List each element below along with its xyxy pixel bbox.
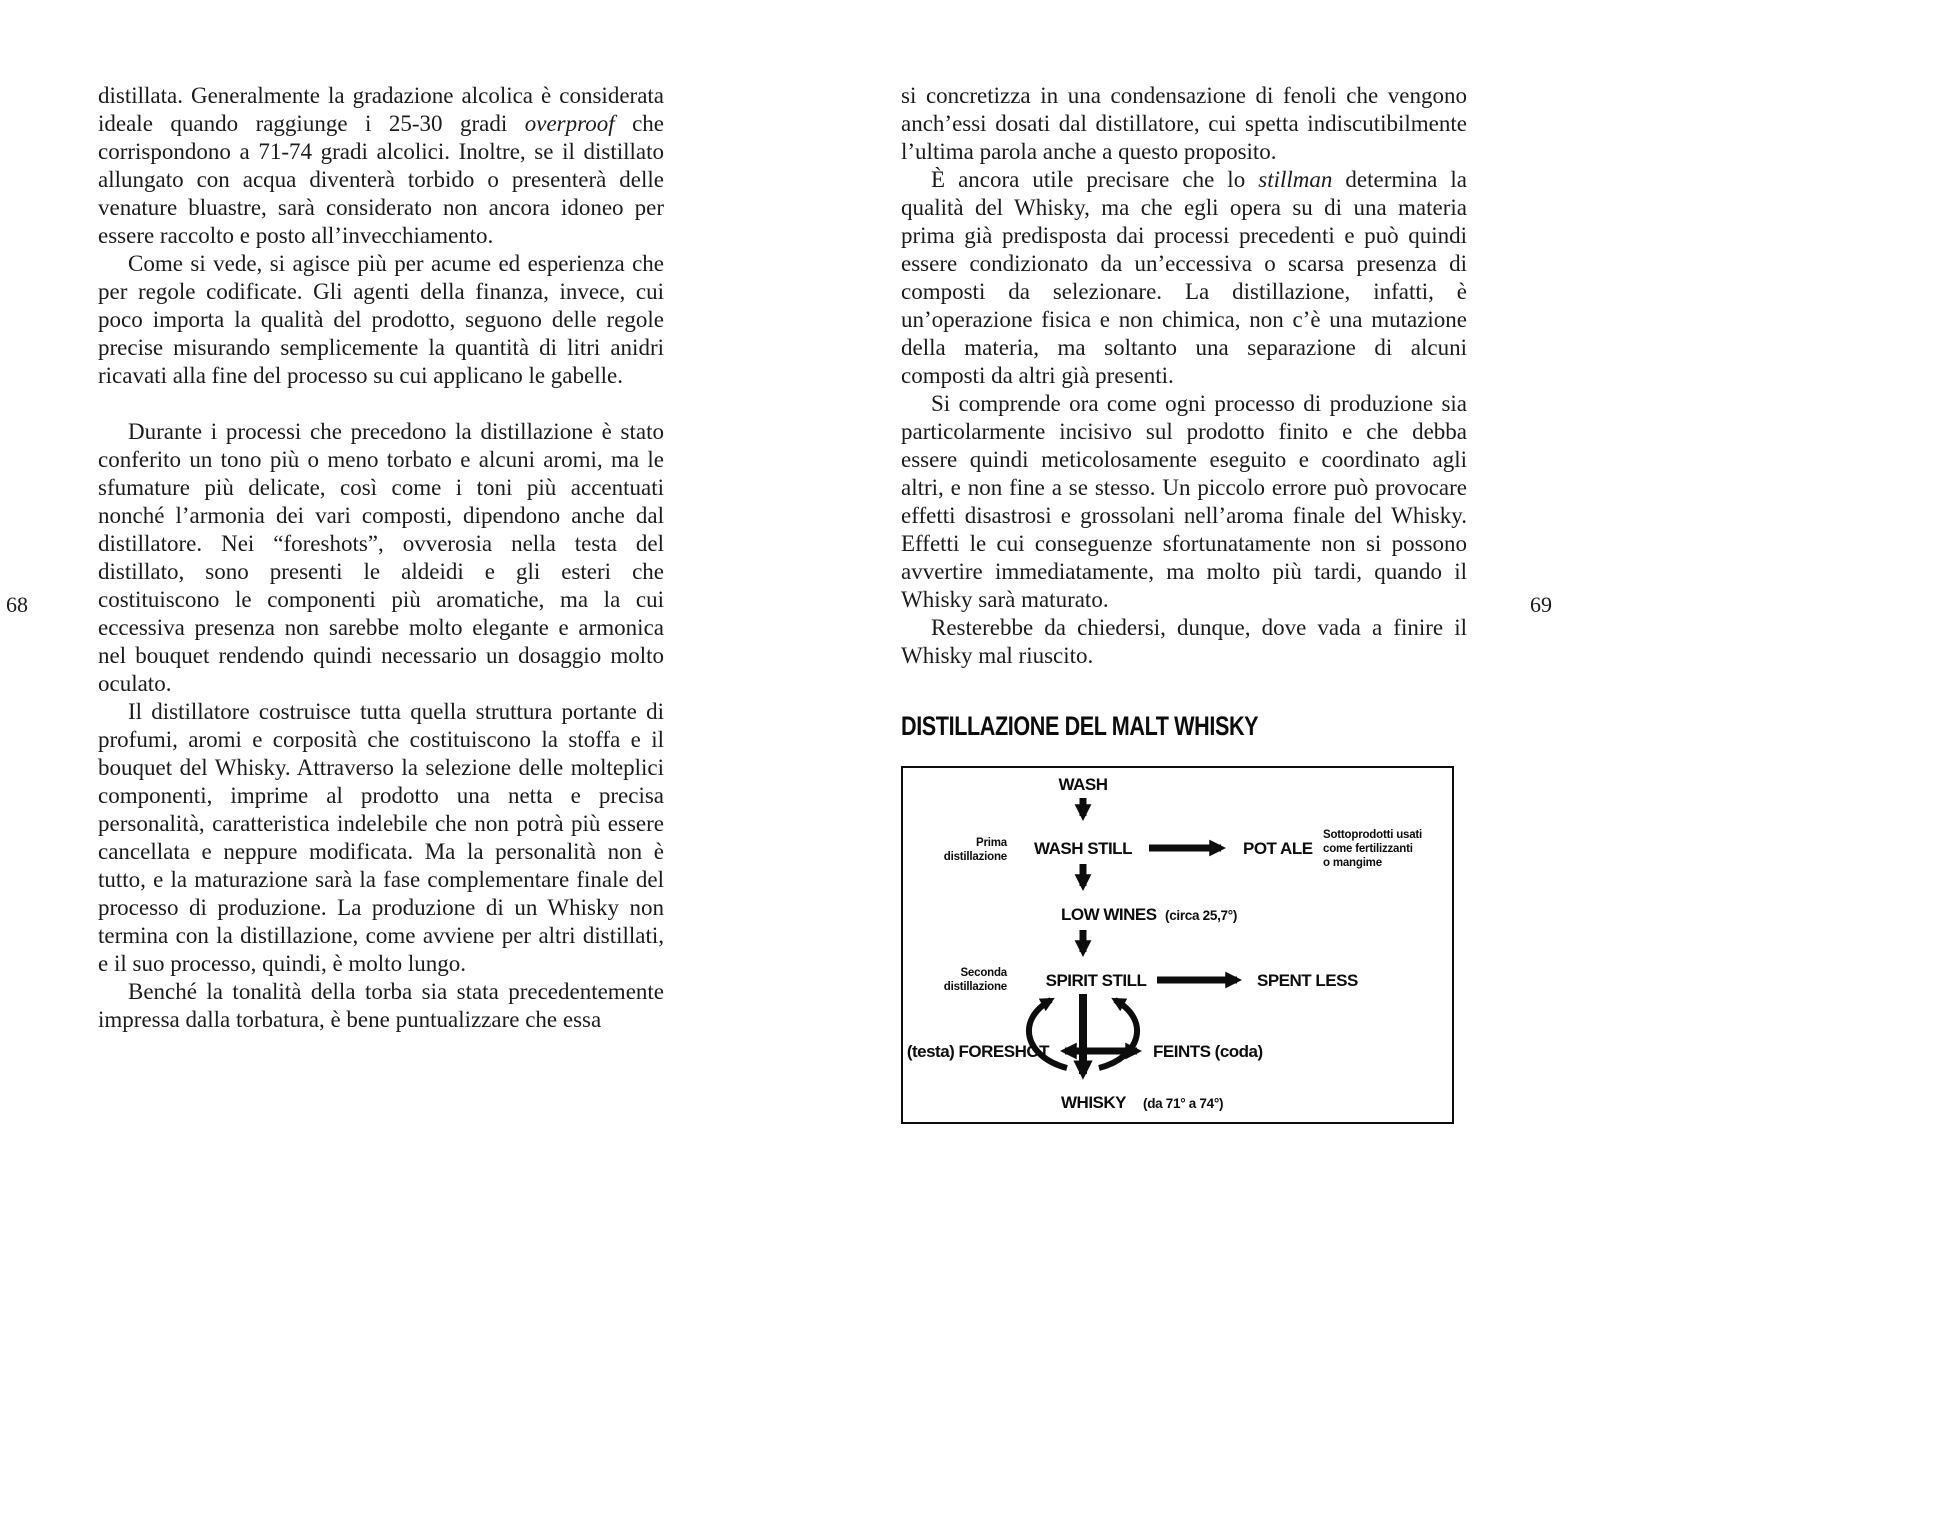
feints-label: FEINTS (coda) [1153, 1042, 1263, 1061]
low-wines-note: (circa 25,7°) [1165, 908, 1238, 923]
whisky-label: WHISKY [1061, 1093, 1126, 1112]
spent-less-label: SPENT LESS [1257, 971, 1358, 990]
paragraph [901, 166, 1467, 390]
pot-ale-label: POT ALE [1243, 839, 1313, 858]
paragraph [98, 418, 664, 698]
body-text: si concretizza in una condensazione di fenoli che vengono anch’essi dosati dal distillatore, cui spetta indiscutibilmente l’ultima parola anche a questo proposito. [901, 83, 1467, 164]
italic-text: overproof [524, 111, 615, 136]
paragraph [901, 82, 1467, 166]
distillation-diagram-box [901, 766, 1454, 1124]
page-left-text [98, 82, 664, 1034]
page-right-text [901, 82, 1467, 1124]
body-text: Si comprende ora come ogni processo di produzione sia particolarmente incisivo sul prodotto finito e che debba essere quindi meticolosamente eseguito e coordinato agli altri, e non fine a se stesso. Un piccolo errore può provocare effetti disastrosi e grossolani nell’aroma finale del Whisky. Effetti le cui conseguenze sfortunatamente non si possono avvertire immediatamente, ma molto più tardi, quando il Whisky sarà maturato. [901, 391, 1467, 612]
paragraph [901, 614, 1467, 670]
prima-distillazione-label-line2: distillazione [943, 851, 1007, 863]
page-right-paragraphs [901, 82, 1467, 670]
page-number-right: 69 [1530, 592, 1552, 617]
body-text: Resterebbe da chiedersi, dunque, dove vada a finire il Whisky mal riuscito. [901, 615, 1467, 668]
paragraph [98, 82, 664, 250]
prima-distillazione-label-line1: Prima [976, 837, 1007, 849]
sottoprodotti-note-line1: Sottoprodotti usati [1323, 829, 1423, 841]
low-wines-label: LOW WINES [1061, 905, 1157, 924]
wash-label: WASH [1058, 775, 1108, 794]
distillation-diagram [903, 768, 1452, 1122]
paragraph [901, 390, 1467, 614]
body-text: che corrispondono a 71-74 gradi alcolici. Inoltre, se il distillato allungato con acqua diventerà torbido o presenterà delle venature bluastre, sarà considerato non ancora idoneo per essere raccolto e posto all’invecchiamento. [98, 111, 665, 248]
paragraph [98, 978, 664, 1034]
seconda-distillazione-label-line1: Seconda [960, 967, 1007, 979]
spirit-still-label: SPIRIT STILL [1045, 971, 1147, 990]
sottoprodotti-note-line3: o mangime [1323, 857, 1382, 869]
seconda-distillazione-label-line2: distillazione [943, 981, 1007, 993]
body-text: Durante i processi che precedono la distillazione è stato conferito un tono più o meno torbato e alcuni aromi, ma le sfumature più delicate, così come i toni più accentuati nonché l’armonia dei vari composti, dipendono anche dal distillatore. Nei “foreshots”, ovverosia nella testa del distillato, sono presenti le aldeidi e gli esteri che costituiscono le componenti più aromatiche, ma la cui eccessiva presenza non sarebbe molto elegante e armonica nel bouquet rendendo quindi necessario un dosaggio molto oculato. [98, 419, 664, 696]
curve-feints-recycle [1099, 1000, 1137, 1068]
italic-text: stillman [1258, 167, 1333, 192]
body-text: determina la qualità del Whisky, ma che egli opera su di una materia prima già predisposta dai processi precedenti e può quindi essere condizionato da un’eccessiva o scarsa presenza di composti da selezionare. La distillazione, infatti, è un’operazione fisica e non chimica, non c’è una mutazione della materia, ma soltanto una separazione di alcuni composti da altri già presenti. [901, 167, 1468, 388]
paragraph [98, 250, 664, 390]
page-number-left: 68 [6, 592, 28, 617]
body-text: È ancora utile precisare che lo [931, 167, 1259, 192]
body-text: Come si vede, si agisce più per acume ed esperienza che per regole codificate. Gli agenti della finanza, invece, cui poco importa la qualità del prodotto, seguono delle regole precise misurando semplicemente la quantità di litri anidri ricavati alla fine del processo su cui applicano le gabelle. [98, 251, 664, 388]
foreshot-label: (testa) FORESHOT [906, 1042, 1049, 1061]
sottoprodotti-note-line2: come fertilizzanti [1323, 843, 1413, 855]
diagram-title: DISTILLAZIONE DEL MALT WHISKY [901, 711, 1259, 741]
body-text: Benché la tonalità della torba sia stata precedentemente impressa dalla torbatura, è bene puntualizzare che essa [98, 979, 664, 1032]
body-text: distillata. Generalmente la gradazione alcolica è considerata ideale quando raggiunge i 25-30 gradi [98, 83, 664, 136]
body-text: Il distillatore costruisce tutta quella struttura portante di profumi, aromi e corposità che costituiscono la stoffa e il bouquet del Whisky. Attraverso la selezione delle molteplici componenti, imprime al prodotto una netta e precisa personalità, caratteristica indelebile che non potrà più essere cancellata e neppure modificata. Ma la personalità non è tutto, e la maturazione sarà la fase complementare finale del processo di produzione. La produzione di un Whisky non termina con la distillazione, come avviene per altri distillati, e il suo processo, quindi, è molto lungo. [98, 699, 664, 976]
whisky-note: (da 71° a 74°) [1143, 1096, 1224, 1111]
wash-still-label: WASH STILL [1034, 839, 1132, 858]
paragraph [98, 698, 664, 978]
